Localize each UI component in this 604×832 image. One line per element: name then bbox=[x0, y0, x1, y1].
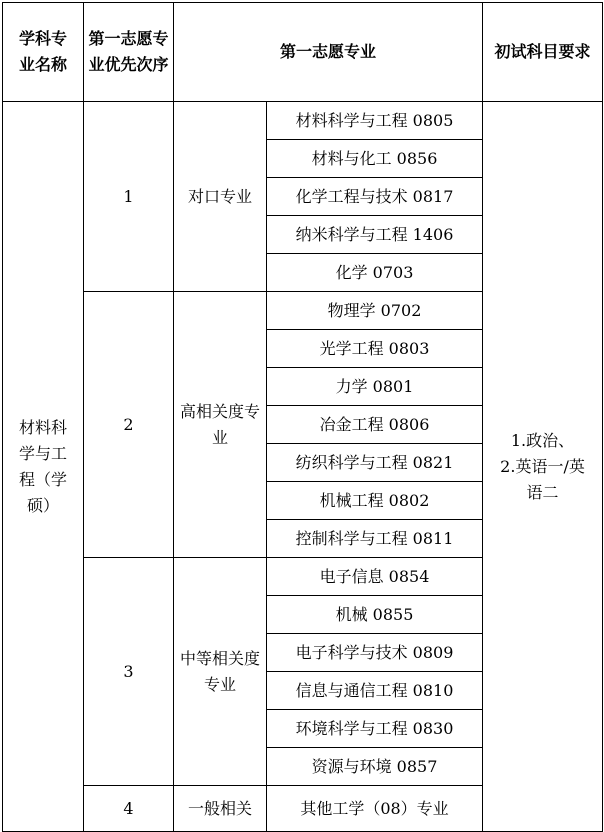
priority-order-cell: 3 bbox=[84, 558, 174, 786]
major-cell: 电子科学与技术 0809 bbox=[267, 634, 483, 672]
header-exam: 初试科目要求 bbox=[483, 3, 603, 102]
priority-order-cell: 2 bbox=[84, 292, 174, 558]
major-cell: 信息与通信工程 0810 bbox=[267, 672, 483, 710]
header-first-choice: 第一志愿专业 bbox=[174, 3, 483, 102]
exam-requirement-cell bbox=[483, 102, 603, 832]
major-cell: 机械工程 0802 bbox=[267, 482, 483, 520]
major-cell: 冶金工程 0806 bbox=[267, 406, 483, 444]
exam-requirement-1: 1.政治、 bbox=[510, 430, 575, 450]
major-cell: 化学 0703 bbox=[267, 254, 483, 292]
header-row bbox=[3, 3, 603, 102]
major-cell: 机械 0855 bbox=[267, 596, 483, 634]
header-discipline: 学科专业名称 bbox=[3, 3, 84, 102]
major-cell: 物理学 0702 bbox=[267, 292, 483, 330]
major-cell: 材料与化工 0856 bbox=[267, 140, 483, 178]
priority-order-cell: 4 bbox=[84, 786, 174, 832]
relevance-cell: 中等相关度专业 bbox=[174, 558, 267, 786]
major-cell: 纳米科学与工程 1406 bbox=[267, 216, 483, 254]
discipline-name-cell: 材料科学与工程（学硕） bbox=[3, 102, 84, 832]
admission-table bbox=[2, 2, 603, 832]
major-cell: 控制科学与工程 0811 bbox=[267, 520, 483, 558]
major-cell: 环境科学与工程 0830 bbox=[267, 710, 483, 748]
table-row bbox=[3, 102, 603, 140]
major-cell: 光学工程 0803 bbox=[267, 330, 483, 368]
exam-requirement-2: 2.英语一/英语二 bbox=[500, 456, 585, 502]
major-cell: 电子信息 0854 bbox=[267, 558, 483, 596]
major-cell: 化学工程与技术 0817 bbox=[267, 178, 483, 216]
relevance-cell: 对口专业 bbox=[174, 102, 267, 292]
priority-order-cell: 1 bbox=[84, 102, 174, 292]
major-cell: 资源与环境 0857 bbox=[267, 748, 483, 786]
major-cell: 力学 0801 bbox=[267, 368, 483, 406]
relevance-cell: 高相关度专业 bbox=[174, 292, 267, 558]
major-cell: 纺织科学与工程 0821 bbox=[267, 444, 483, 482]
major-cell: 材料科学与工程 0805 bbox=[267, 102, 483, 140]
relevance-cell: 一般相关 bbox=[174, 786, 267, 832]
major-cell: 其他工学（08）专业 bbox=[267, 786, 483, 832]
header-priority: 第一志愿专业优先次序 bbox=[84, 3, 174, 102]
